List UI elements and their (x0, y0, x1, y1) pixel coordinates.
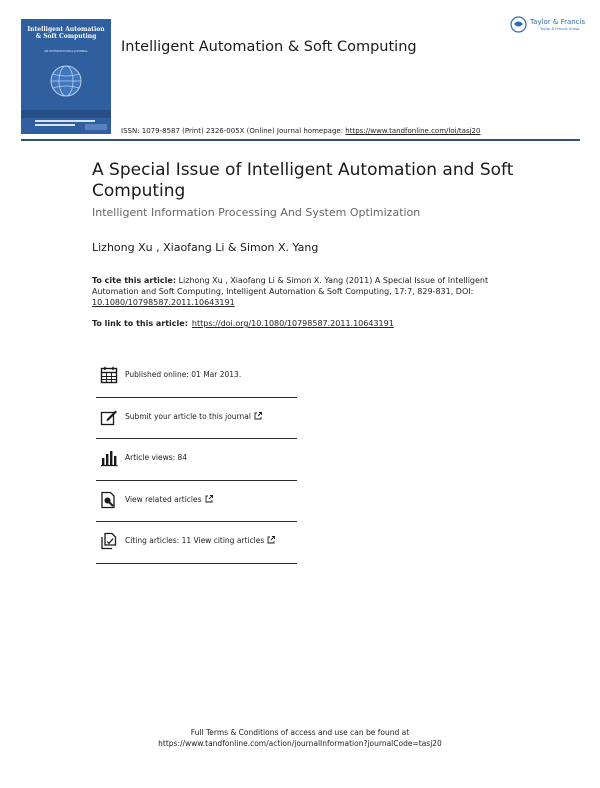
globe-icon (49, 64, 83, 98)
search-document-icon (100, 491, 118, 509)
citation (92, 275, 522, 308)
journal-homepage-link[interactable]: https://www.tandfonline.com/loi/tasj20 (345, 127, 481, 135)
publisher-name: Taylor & Francis (530, 18, 586, 26)
article-url-link[interactable]: https://doi.org/10.1080/10798587.2011.10643191 (191, 319, 394, 328)
journal-cover (21, 19, 111, 134)
citing-articles-label: Citing articles: 11 View citing articles (125, 536, 265, 545)
citation-text: Lizhong Xu , Xiaofang Li & Simon X. Yang (2011) A Special Issue of Intelligent Automation and Soft Computing, Intelligent Automation & Soft Computing, 17:7, 829-831, DOI: (92, 276, 489, 296)
cover-divider (35, 120, 95, 122)
article-authors: Lizhong Xu , Xiaofang Li & Simon X. Yang (92, 241, 319, 254)
terms-text: Full Terms & Conditions of access and use can be found at (190, 728, 410, 737)
cover-band (21, 110, 111, 118)
published-online-label: Published online: 01 Mar 2013. (125, 370, 242, 379)
issn-line (121, 127, 480, 135)
submit-article-item[interactable] (96, 398, 297, 440)
external-link-icon (254, 412, 262, 420)
citing-articles-link[interactable] (125, 536, 275, 545)
doi-link[interactable]: 10.1080/10798587.2011.10643191 (92, 298, 235, 307)
related-articles-label: View related articles (125, 494, 202, 504)
calendar-icon (100, 366, 118, 384)
bar-chart-icon (100, 449, 118, 467)
cover-divider (35, 124, 75, 126)
terms-footer (0, 727, 600, 749)
article-subtitle: Intelligent Information Processing And System Optimization (92, 206, 421, 219)
terms-url[interactable]: https://www.tandfonline.com/action/journalInformation?journalCode=tasj20 (158, 739, 442, 748)
publisher-logo (510, 16, 586, 34)
cover-publisher-logo (85, 124, 107, 130)
external-link-icon (205, 495, 213, 503)
article-views-item (96, 439, 297, 481)
related-articles-link[interactable] (125, 495, 213, 504)
article-info-list (96, 356, 297, 564)
issn-text: ISSN: 1079-8587 (Print) 2326-005X (Online) Journal homepage: (121, 127, 346, 135)
article-title: A Special Issue of Intelligent Automation and Soft Computing (92, 160, 514, 201)
submit-article-link[interactable] (125, 412, 262, 421)
submit-article-label: Submit your article to this journal (125, 411, 251, 421)
external-link-icon (267, 536, 275, 544)
link-label: To link to this article: (92, 319, 188, 328)
journal-name: Intelligent Automation & Soft Computing (121, 39, 417, 55)
header-divider (21, 139, 580, 141)
cover-subtitle: AN INTERNATIONAL JOURNAL (44, 49, 88, 53)
publisher-logo-icon (510, 16, 527, 33)
citation-label: To cite this article: (92, 276, 177, 285)
citing-articles-icon (100, 532, 118, 550)
citing-articles-item[interactable] (96, 522, 297, 564)
article-views-label: Article views: 84 (125, 453, 188, 462)
related-articles-item[interactable] (96, 481, 297, 523)
publisher-tagline: Taylor & Francis Group (540, 27, 580, 31)
article-link (92, 319, 394, 328)
edit-icon (100, 408, 118, 426)
published-online-item (96, 356, 297, 398)
cover-title: Intelligent Automation & Soft Computing (27, 26, 105, 40)
